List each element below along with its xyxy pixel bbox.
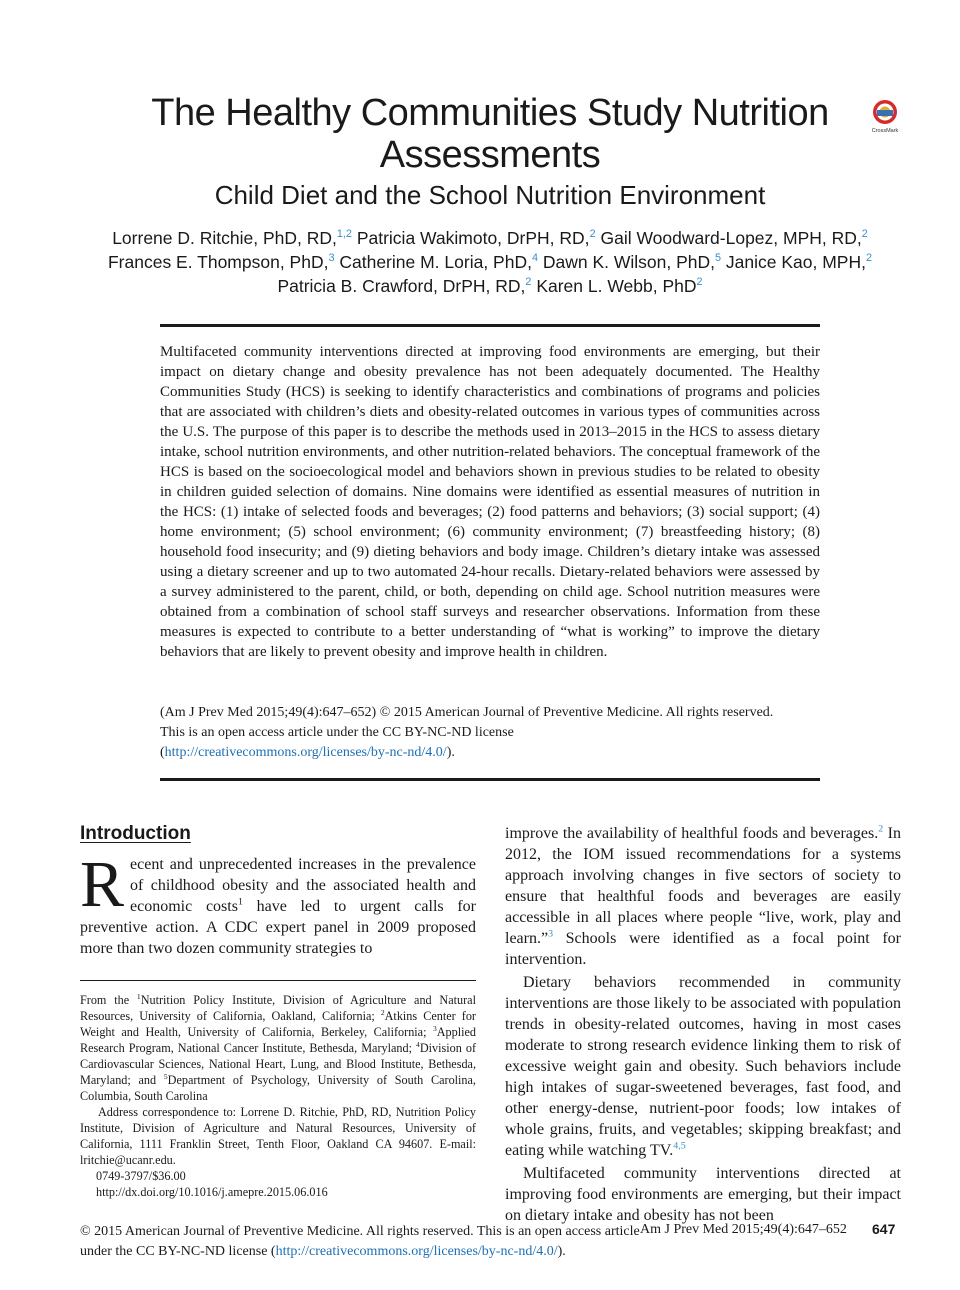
affiliation-ref: 2 <box>589 228 596 241</box>
citation-line: (Am J Prev Med 2015;49(4):647–652) © 2015 American Journal of Preventive Medicine. All rights reserved. <box>160 705 774 720</box>
author-name: Karen L. Webb, PhD <box>536 276 697 296</box>
reference-1[interactable]: 1 <box>237 896 243 908</box>
footer-license-link[interactable]: http://creativecommons.org/licenses/by-nc-nd/4.0/ <box>275 1244 558 1259</box>
page-number: 647 <box>872 1221 896 1237</box>
abstract-bottom-rule <box>160 778 820 781</box>
author-line <box>60 250 920 274</box>
footer-copyright: © 2015 American Journal of Preventive Medicine. All rights reserved. This is an open access article under the CC BY-NC-ND license (http://creativecommons.org/licenses/by-nc-nd/4.0/). <box>80 1224 640 1259</box>
abstract-top-rule <box>160 324 820 327</box>
affiliation-ref: 5 <box>715 252 722 265</box>
author-name: Catherine M. Loria, PhD, <box>339 252 532 272</box>
affiliation-ref: 3 <box>328 252 335 265</box>
reference-3[interactable]: 3 <box>548 928 554 940</box>
issn: 0749-3797/$36.00 <box>96 1169 186 1183</box>
abstract <box>160 342 820 662</box>
affiliation-ref: 2 <box>865 252 872 265</box>
author-line <box>60 226 920 250</box>
correspondence: Address correspondence to: Lorrene D. Ritchie, PhD, RD, Nutrition Policy Institute, Division of Agriculture and Natural Resources, University of California, 1111 Franklin Street, Tenth Floor, Oakland CA 94607. E-mail: lritchie@ucanr.edu. <box>80 1105 476 1167</box>
drop-cap: R <box>80 848 125 921</box>
abstract-text: Multifaceted community interventions directed at improving food environments are emerging, but their impact on dietary change and obesity prevalence has not been adequately documented. The Healthy Communities Study (HCS) is seeking to identify characteristics and combinations of programs and policies that are associated with children’s diets and obesity-related outcomes in various types of communities across the U.S. The purpose of this paper is to describe the methods used in 2013–2015 in the HCS to assess dietary intake, school nutrition environments, and other nutrition-related behaviors. The conceptual framework of the HCS is based on the socioecological model and behaviors shown in previous studies to be related to obesity in children guided selection of domains. Nine domains were identified as essential measures of nutrition in the HCS: (1) intake of selected foods and beverages; (2) food patterns and behaviors; (3) social support; (4) home environment; (5) school environment; (6) community environment; (7) breastfeeding history; (8) household food insecurity; and (9) dieting behaviors and body image. Children’s dietary intake was assessed using a dietary screener and up to two automated 24-hour recalls. Dietary-related behaviors were assessed by a survey administered to the parent, child, or both, depending on child age. School nutrition measures were obtained from a combination of school staff surveys and researcher observations. Information from these measures is expected to contribute to a better understanding of “what is working” to improve the dietary behaviors that are likely to prevent obesity and improve health in children. <box>160 344 820 660</box>
author-name: Frances E. Thompson, PhD, <box>107 252 329 272</box>
crossmark-icon[interactable] <box>867 98 903 134</box>
affiliation-ref: 2 <box>861 228 868 241</box>
affiliation-ref: 2 <box>696 276 703 289</box>
reference-4-5[interactable]: 4,5 <box>673 1140 686 1152</box>
license-link[interactable]: http://creativecommons.org/licenses/by-nc-nd/4.0/ <box>164 745 447 760</box>
author-name: Lorrene D. Ritchie, PhD, RD, <box>112 228 337 248</box>
author-name: Patricia B. Crawford, DrPH, RD, <box>277 276 526 296</box>
intro-column-right: improve the availability of healthful foods and beverages.$^2$ In 2012, the IOM issued recommendations for a systems approach involving changes in five sectors of society to ensure that healthful foods and beverages are easily accessible in all places where people “live, work, play and learn.”$^3$ Schools were identified as a focal point for intervention. Dietary behaviors recommended in community interventions are those likely to be associated with population trends in obesity-related outcomes, having in most cases moderate to strong research evidence linking them to risk of excessive weight gain and obesity. Such behaviors include high intakes of sugar-sweetened beverages, fast food, and other energy-dense, nutrient-poor foods; low intakes of whole grains, fruits, and vegetables; skipping breakfast; and eating while watching TV.$^{4,5}$ Multifaceted community interventions directed at improving food environments are emerging, but their impact on dietary intake and obesity has not been <box>505 823 902 1224</box>
footer-journal-ref: Am J Prev Med 2015;49(4):647–652 <box>640 1222 847 1237</box>
intro-column-left: Recent and unprecedented increases in the prevalence of childhood obesity and the associated health and economic costs$^1$ have led to urgent calls for preventive action. A CDC expert panel in 2009 proposed more than two dozen community strategies to <box>80 848 476 957</box>
crossmark-label: CrossMark <box>871 128 899 134</box>
article-subtitle: Child Diet and the School Nutrition Environment <box>214 180 766 210</box>
author-line <box>60 274 920 298</box>
affiliation-ref: 2 <box>525 276 532 289</box>
doi[interactable]: http://dx.doi.org/10.1016/j.amepre.2015.06.016 <box>96 1185 328 1199</box>
author-name: Janice Kao, MPH, <box>725 252 866 272</box>
author-list <box>60 226 920 298</box>
abstract-citation: (Am J Prev Med 2015;49(4):647–652) © 2015 American Journal of Preventive Medicine. All rights reserved. This is an open access article under the CC BY-NC-ND license (http://creativecommons.org/licenses/by-nc-nd/4.0/). <box>160 703 820 763</box>
section-heading-introduction: Introduction <box>80 823 191 844</box>
affiliation-ref: 4 <box>531 252 538 265</box>
reference-2[interactable]: 2 <box>878 823 884 835</box>
license-line: This is an open access article under the CC BY-NC-ND license <box>160 725 514 740</box>
article-title: The Healthy Communities Study Nutrition Assessments <box>151 92 829 176</box>
author-name: Patricia Wakimoto, DrPH, RD, <box>356 228 590 248</box>
author-name: Gail Woodward-Lopez, MPH, RD, <box>600 228 862 248</box>
footnote-rule <box>80 980 476 981</box>
affiliations-footnote: From the $^1$Nutrition Policy Institute, Division of Agriculture and Natural Resources, University of California, Oakland, California; $^2$Atkins Center for Weight and Health, University of California, Berkeley, California; $^3$Applied Research Program, National Cancer Institute, Bethesda, Maryland; $^4$Division of Cardiovascular Sciences, National Heart, Lung, and Blood Institute, Bethesda, Maryland; and $^5$Department of Psychology, University of South Carolina, Columbia, South Carolina Address correspondence to: Lorrene D. Ritchie, PhD, RD, Nutrition Policy Institute, Division of Agriculture and Natural Resources, University of California, 1111 Franklin Street, Tenth Floor, Oakland CA 94607. E-mail: lritchie@ucanr.edu. 0749-3797/$36.00 http://dx.doi.org/10.1016/j.amepre.2015.06.016 <box>80 991 477 1199</box>
author-name: Dawn K. Wilson, PhD, <box>542 252 715 272</box>
affiliation-ref: 1,2 <box>336 228 352 241</box>
